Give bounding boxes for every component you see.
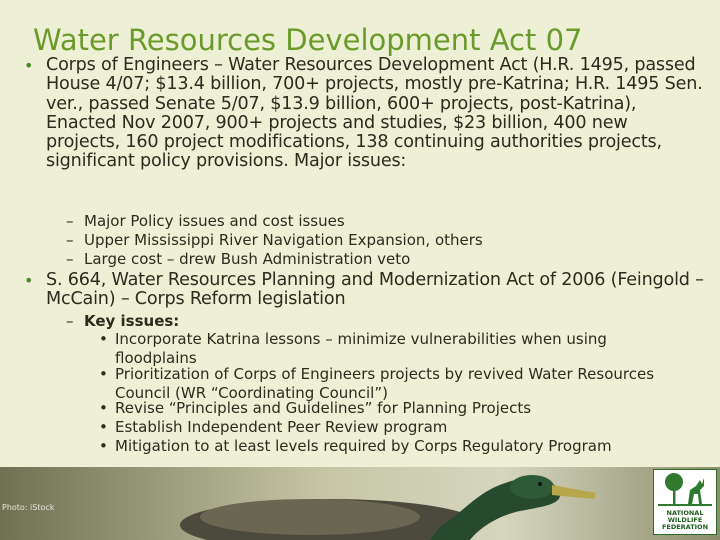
bullet-s664 <box>24 270 706 310</box>
key-issue-text: Incorporate Katrina lessons – minimize vulnerabilities when using floodplains <box>115 330 607 367</box>
sub-heading <box>66 312 684 332</box>
bullet-wrda-07 <box>24 55 706 172</box>
bullet-text: Corps of Engineers – Water Resources Development Act (H.R. 1495, passed House 4/07; $13.4 billion, 700+ projects, mostly pre-Katrina; H.R. 1495 Sen. ver., passed Senate 5/07, $13.9 billion, 600+ projects, post-Katrina), Enacted Nov 2007, 900+ projects and studies, $23 billion, 400 new projects, 160 project modifications, 138 continuing authorities projects, significant policy provisions. Major issues: <box>46 55 703 172</box>
sub-item-text: Upper Mississippi River Navigation Expansion, others <box>84 231 483 249</box>
photo-credit: Photo: iStock <box>2 503 55 512</box>
key-issue-item <box>99 399 675 418</box>
bullet-text: S. 664, Water Resources Planning and Modernization Act of 2006 (Feingold –McCain) – Corps Reform legislation <box>46 270 704 310</box>
key-issue-item <box>99 365 675 402</box>
sub-item <box>66 212 684 232</box>
dot-icon: • <box>99 399 108 417</box>
sub-item-text: Large cost – drew Bush Administration veto <box>84 250 411 268</box>
key-issue-text: Revise “Principles and Guidelines” for Planning Projects <box>115 399 532 417</box>
key-issue-item <box>99 418 675 437</box>
key-issue-text: Prioritization of Corps of Engineers projects by revived Water Resources Council (WR “Coordinating Council”) <box>115 365 655 402</box>
slide-title: Water Resources Development Act 07 <box>33 23 583 57</box>
logo-line-national: NATIONAL <box>666 509 704 517</box>
bullet-icon: • <box>24 56 34 75</box>
key-issue-text: Mitigation to at least levels required by Corps Regulatory Program <box>115 437 612 455</box>
dot-icon: • <box>99 330 108 348</box>
tree-deer-icon <box>654 470 716 508</box>
dot-icon: • <box>99 437 108 455</box>
key-issue-text: Establish Independent Peer Review program <box>115 418 448 436</box>
logo-line-federation: FEDERATION <box>661 523 709 531</box>
dot-icon: • <box>99 365 108 383</box>
dash-icon: – <box>66 312 74 330</box>
dot-icon: • <box>99 418 108 436</box>
key-issue-item <box>99 330 675 367</box>
duck-photo-icon <box>0 467 720 540</box>
key-issues-heading: Key issues: <box>84 312 180 330</box>
bullet-icon: • <box>24 271 34 290</box>
nwf-logo <box>653 469 717 535</box>
dash-icon: – <box>66 250 74 268</box>
sub-item-text: Major Policy issues and cost issues <box>84 212 345 230</box>
sub-item <box>66 250 684 270</box>
sub-item <box>66 231 684 251</box>
dash-icon: – <box>66 212 74 230</box>
dash-icon: – <box>66 231 74 249</box>
key-issue-item <box>99 437 675 456</box>
logo-line-wildlife: WILDLIFE <box>667 516 703 524</box>
footer-photo-strip <box>0 467 720 540</box>
